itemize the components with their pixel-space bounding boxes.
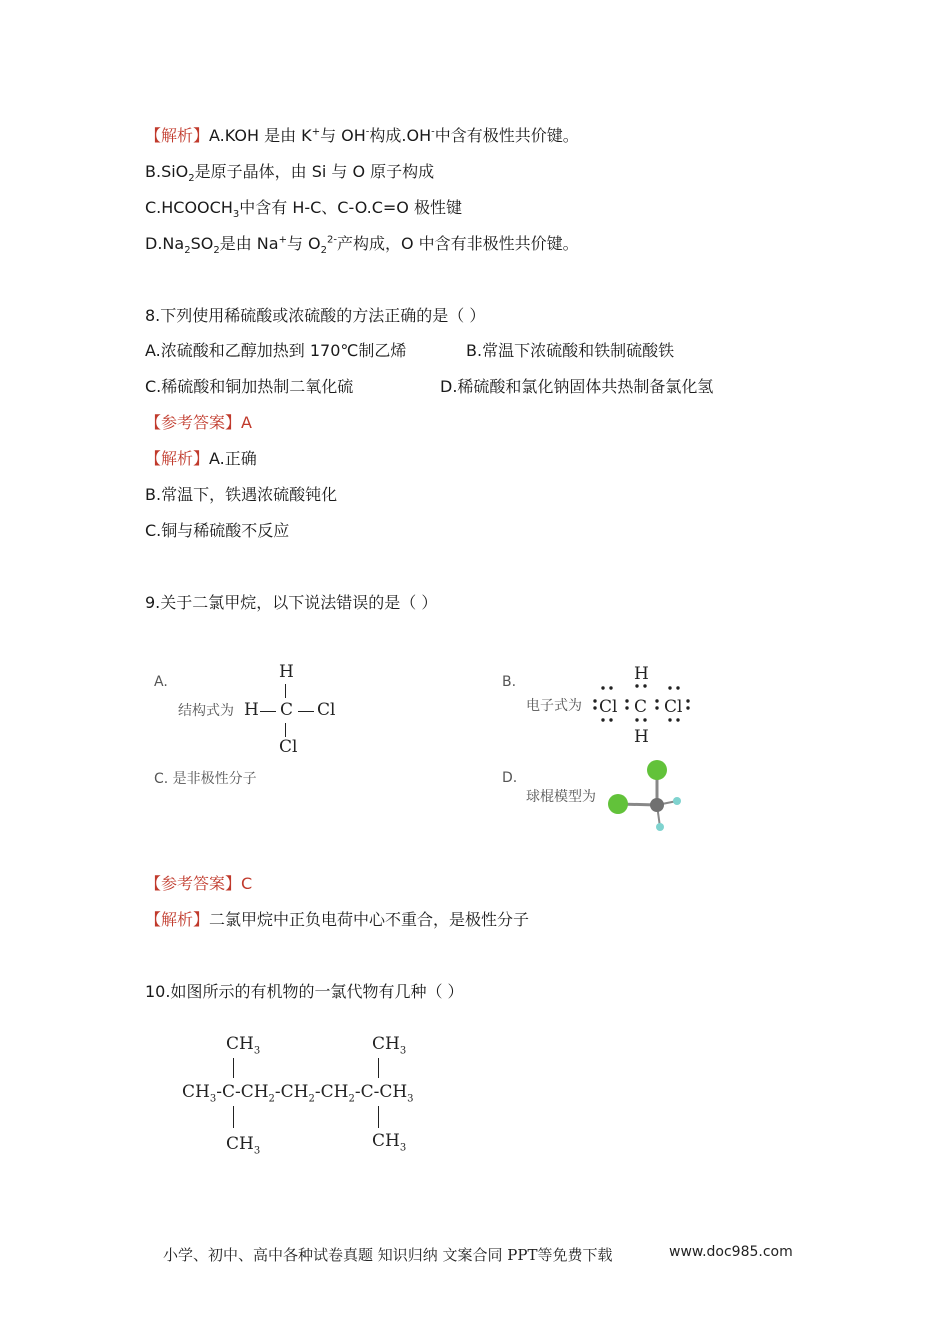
q10-stem: 10.如图所示的有机物的一氯代物有几种（ ） <box>145 982 464 1001</box>
analysis7-line-b: B.SiO$_2$是原子晶体，由 Si 与 O 原子构成 <box>145 162 435 185</box>
q9-stem: 9.关于二氯甲烷，以下说法错误的是（ ） <box>145 593 438 612</box>
hydrogen-ball <box>656 823 664 831</box>
chlorine-ball <box>647 760 667 780</box>
q8-stem: 8.下列使用稀硫酸或浓硫酸的方法正确的是（ ） <box>145 306 486 325</box>
analysis7-line-a: 【解析】A.KOH 是由 K+与 OH-构成.OH-中含有极性共价键。 <box>145 126 579 145</box>
svg-text:Cl: Cl <box>599 697 618 717</box>
svg-text:Cl: Cl <box>664 697 683 717</box>
bond-line <box>285 723 286 737</box>
q10-structure: $CH_3$ $CH_3$ $CH_3-C-CH_2-CH_2-CH_2-C-CH_3$ $CH_3$ $CH_3$ <box>182 1034 414 1157</box>
q9-figure-c: C. 是非极性分子 <box>154 771 257 787</box>
page-footer <box>163 1244 803 1265</box>
structural-formula: H H C Cl Cl <box>244 662 336 757</box>
bond-line <box>378 1058 379 1078</box>
q8-option-d: D.稀硫酸和氯化钠固体共热制备氯化氢 <box>440 377 714 396</box>
chlorine-ball <box>608 794 628 814</box>
analysis7-line-c: $C.HCOOCH_3$中含有 H-C、C-O.C=O 极性键 <box>145 198 462 221</box>
q8-answer: 【参考答案】A <box>145 413 252 432</box>
q9-figure-a: A. 结构式为 H H C Cl Cl <box>154 660 354 760</box>
svg-text:H: H <box>634 664 649 684</box>
ball-stick-model <box>502 760 692 836</box>
q8-analysis-a: 【解析】A.正确 <box>145 449 257 468</box>
bond-line <box>378 1106 379 1128</box>
electron-formula <box>502 660 712 746</box>
q8-option-b: B.常温下浓硫酸和铁制硫酸铁 <box>466 341 675 360</box>
q8-analysis-b: B.常温下，铁遇浓硫酸钝化 <box>145 485 338 504</box>
bond-line <box>233 1058 234 1078</box>
q8-analysis-c: C.铜与稀硫酸不反应 <box>145 521 290 540</box>
q8-option-c: C.稀硫酸和铜加热制二氧化硫 <box>145 377 354 396</box>
hydrogen-ball <box>673 797 681 805</box>
main-chain: $CH_3-C-CH_2-CH_2-CH_2-C-CH_3$ <box>182 1082 414 1105</box>
q9-figure-d: D. 球棍模型为 <box>502 760 692 836</box>
q9-figure-b: B. 电子式为 H Cl C Cl H <box>502 660 712 746</box>
svg-text:H: H <box>634 727 649 746</box>
bond-line <box>233 1106 234 1128</box>
q9-answer: 【参考答案】C <box>145 874 253 893</box>
q8-option-a: A.浓硫酸和乙醇加热到 170℃制乙烯 <box>145 341 407 360</box>
bond-line <box>285 684 286 698</box>
q9-analysis: 【解析】二氯甲烷中正负电荷中心不重合，是极性分子 <box>145 910 530 929</box>
footer-url[interactable]: www.doc985.com <box>669 1244 793 1260</box>
analysis-tag: 【解析】 <box>145 126 210 145</box>
bond-line <box>260 711 276 712</box>
analysis7-line-d: $D.Na_2SO_2$是由 Na+与 $O_2^{2-}$产构成，O 中含有非极性共价键。 <box>145 234 579 257</box>
carbon-ball <box>650 798 664 812</box>
bond-line <box>298 711 314 712</box>
footer-text: 小学、初中、高中各种试卷真题 知识归纳 文案合同 PPT等免费下载 <box>163 1246 613 1264</box>
svg-text:C: C <box>634 697 648 717</box>
